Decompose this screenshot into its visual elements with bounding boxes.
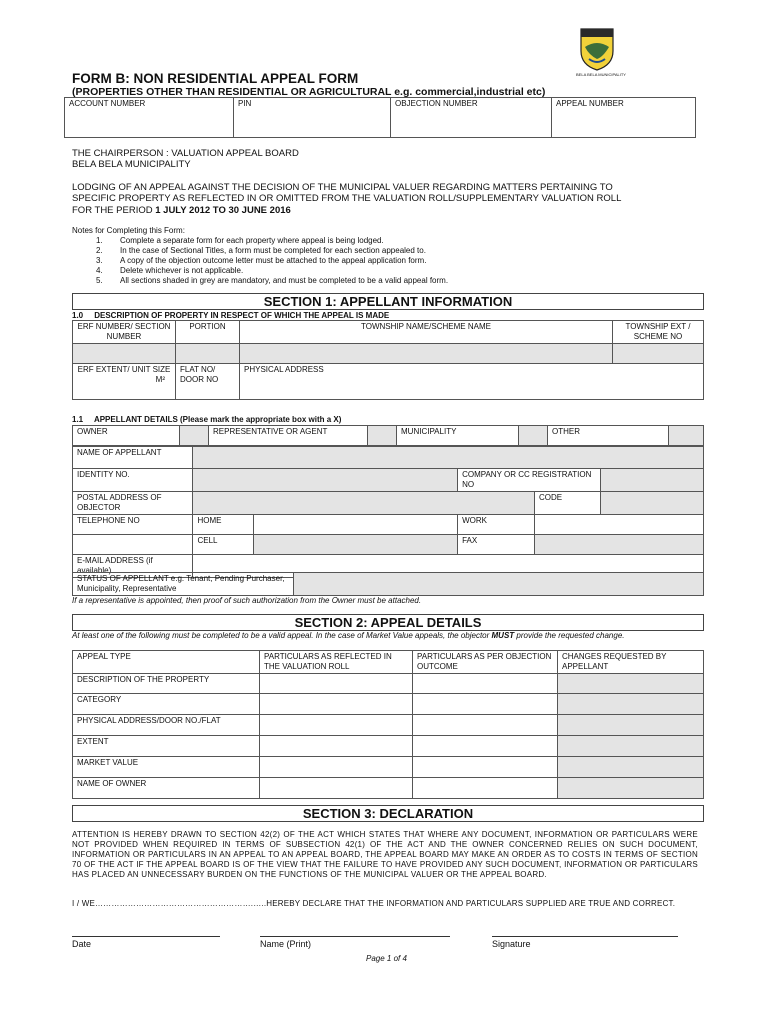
account-number-label: ACCOUNT NUMBER [69,99,146,108]
pin-cell[interactable] [234,98,391,138]
objection-outcome-label: PARTICULARS AS PER OBJECTION OUTCOME [417,652,552,671]
municipality-label-cell [397,426,519,446]
owner-label-cell [73,426,180,446]
date-line[interactable] [72,936,220,937]
appeal-type-header [73,651,260,674]
identity-no-label-cell [73,469,193,492]
date-label: Date [72,939,92,949]
valuation-roll-input[interactable] [260,757,413,778]
intro-part-a: At least one of the following must be completed to be a valid appeal. In the case of Market Value appeals, the objector [72,631,492,640]
reference-numbers-table [64,97,696,138]
note-number: 5. [96,276,103,285]
changes-requested-input[interactable] [558,757,704,778]
status-input[interactable] [294,573,704,596]
representative-note: If a representative is appointed, then proof of such authorization from the Owner must be attached. [72,596,422,605]
objection-outcome-input[interactable] [413,736,558,757]
addressee-line-2: BELA BELA MUNICIPALITY [72,159,191,170]
home-label-cell [193,515,253,535]
erf-extent-label: ERF EXTENT/ UNIT SIZE [77,365,171,374]
page-number: Page 1 of 4 [366,954,407,963]
note-text: Complete a separate form for each property where appeal is being lodged. [120,236,384,245]
postal-address-input[interactable] [193,492,535,515]
portion-header [176,321,240,344]
township-label: TOWNSHIP NAME/SCHEME NAME [361,322,491,331]
valuation-roll-label: PARTICULARS AS REFLECTED IN THE VALUATION ROLL [264,652,392,671]
changes-requested-input[interactable] [558,694,704,715]
note-number: 2. [96,246,103,255]
cell-label: CELL [197,536,218,545]
row-label: EXTENT [77,737,109,746]
lodging-period-prefix: FOR THE PERIOD [72,205,156,216]
section-3-title: SECTION 3: DECLARATION [72,805,704,822]
row-label: NAME OF OWNER [77,779,147,788]
note-text: Delete whichever is not applicable. [120,266,244,275]
objection-number-cell[interactable] [391,98,552,138]
valuation-roll-header [260,651,413,674]
lodging-period: 1 JULY 2012 TO 30 JUNE 2016 [155,205,291,216]
other-label-cell [548,426,669,446]
changes-requested-input[interactable] [558,674,704,694]
postal-address-label: POSTAL ADDRESS OF OBJECTOR [77,493,162,512]
property-description-heading: 1.0 DESCRIPTION OF PROPERTY IN RESPECT OF WHICH THE APPEAL IS MADE [72,311,390,320]
portion-input[interactable] [176,344,240,364]
row-label: MARKET VALUE [77,758,139,767]
work-label-cell [458,515,535,535]
township-ext-label: TOWNSHIP EXT / SCHEME NO [625,322,691,341]
intro-must: MUST [491,631,515,640]
name-of-appellant-input[interactable] [193,447,704,469]
note-item [96,246,448,256]
valuation-roll-input[interactable] [260,694,413,715]
property-description-table [72,320,704,400]
portion-label: PORTION [189,322,226,331]
code-label: CODE [539,493,563,502]
appellant-details-table [72,446,704,578]
lodging-line-1: LODGING OF AN APPEAL AGAINST THE DECISION OF THE MUNICIPAL VALUER REGARDING MATTERS PERTAINING TO [72,182,613,193]
municipal-logo [575,25,619,71]
owner-label: OWNER [77,427,108,436]
table-row [73,736,704,757]
note-item [96,236,448,246]
changes-requested-input[interactable] [558,715,704,736]
changes-requested-input[interactable] [558,736,704,757]
note-number: 1. [96,236,103,245]
table-row [73,757,704,778]
valuation-roll-input[interactable] [260,778,413,799]
representative-label-cell [209,426,368,446]
home-label: HOME [197,516,222,525]
township-ext-input[interactable] [613,344,704,364]
fax-label-cell [458,535,535,555]
section-2-title: SECTION 2: APPEAL DETAILS [72,614,704,631]
flat-no-header [176,364,240,400]
postal-address-label-cell [73,492,193,515]
company-reg-input[interactable] [601,469,704,492]
township-header [240,321,613,344]
flat-no-label: FLAT NO/ DOOR NO [180,365,219,384]
objection-outcome-input[interactable] [413,715,558,736]
municipality-label: MUNICIPALITY [401,427,457,436]
section-2-intro [72,631,672,641]
identity-no-input[interactable] [193,469,458,492]
township-input[interactable] [240,344,613,364]
appellant-type-table [72,425,704,446]
valuation-roll-input[interactable] [260,674,413,694]
identity-no-label: IDENTITY NO. [77,470,130,479]
municipality-checkbox[interactable] [519,426,548,446]
row-label: DESCRIPTION OF THE PROPERTY [77,675,210,684]
signature-label: Signature [492,939,531,949]
email-label: E-MAIL ADDRESS (if available) [77,556,153,575]
company-reg-label-cell [458,469,601,492]
name-label: Name (Print) [260,939,312,949]
signature-line[interactable] [492,936,678,937]
changes-requested-input[interactable] [558,778,704,799]
note-item [96,276,448,286]
objection-outcome-input[interactable] [413,757,558,778]
changes-requested-label: CHANGES REQUESTED BY APPELLANT [562,652,667,671]
m2-unit: M² [155,375,165,384]
erf-number-header [73,321,176,344]
note-text: A copy of the objection outcome letter must be attached to the appeal application form. [120,256,427,265]
appeal-number-label: APPEAL NUMBER [556,99,624,108]
telephone-label: TELEPHONE NO [77,516,140,525]
other-label: OTHER [552,427,580,436]
telephone-blank-cell [73,535,193,555]
erf-number-input[interactable] [73,344,176,364]
code-label-cell [535,492,601,515]
declaration-statement: I / WE………………………………………………….…..HEREBY DECLARE THAT THE INFORMATION AND PARTICULARS SUPPLIED ARE TRUE AND CORRECT. [72,899,676,908]
physical-address-label: PHYSICAL ADDRESS [244,365,324,374]
form-subtitle: (PROPERTIES OTHER THAN RESIDENTIAL OR AGRICULTURAL e.g. commercial,industrial etc) [72,86,546,98]
fax-label: FAX [462,536,478,545]
home-phone-input[interactable] [253,515,457,535]
table-row [73,778,704,799]
representative-checkbox[interactable] [368,426,397,446]
cell-phone-input[interactable] [253,535,457,555]
table-row [73,694,704,715]
notes-list [96,236,448,286]
fax-input[interactable] [535,535,704,555]
erf-extent-cell[interactable] [73,364,176,400]
telephone-label-cell [73,515,193,535]
valuation-roll-input[interactable] [260,715,413,736]
name-of-appellant-label: NAME OF APPELLANT [77,448,162,457]
lodging-line-2: SPECIFIC PROPERTY AS REFLECTED IN OR OMITTED FROM THE VALUATION ROLL/SUPPLEMENTARY VALUATION ROLL [72,193,622,204]
note-number: 4. [96,266,103,275]
note-number: 3. [96,256,103,265]
cell-label-cell [193,535,253,555]
form-title: FORM B: NON RESIDENTIAL APPEAL FORM [72,71,359,86]
company-reg-label: COMPANY OR CC REGISTRATION NO [462,470,592,489]
declaration-attention: ATTENTION IS HEREBY DRAWN TO SECTION 42(2) OF THE ACT WHICH STATES THAT WHERE ANY DOCUMENT, INFORMATION OR PARTICULARS WERE NOT PROVIDED WHEN REQUIRED IN TERMS OF SUBSECTION 42(1) OF THE ACT AND THE OWNER CONCERNED RELIES ON SUCH DOCUMENT, INFORMATION OR PARTICULARS IN AN APPEAL TO AN APPEAL BOARD, THE APPEAL BOARD MAY MAKE AN ORDER AS TO COSTS IN TERMS OF SECTION 70 OF THE ACT IF THE APPEAL BOARD IS OF THE VIEW THAT THE FAILURE TO HAVE PROVIDED ANY SUCH DOCUMENT, INFORMATION OR PARTICULARS HAS PLACED AN UNNECESSARY BURDEN ON THE FUNCTIONS OF THE MUNICIPAL VALUER OR THE APPEAL BOARD. [72,830,698,879]
note-text: All sections shaded in grey are mandatory, and must be completed to be a valid appeal form. [120,276,449,285]
status-label: STATUS OF APPELLANT e.g. Tenant, Pending Purchaser, Municipality, Representative [77,574,285,593]
physical-address-cell[interactable] [240,364,704,400]
section-1-title: SECTION 1: APPELLANT INFORMATION [72,293,704,310]
name-line[interactable] [260,936,450,937]
objection-outcome-input[interactable] [413,694,558,715]
appeal-number-cell[interactable] [552,98,696,138]
status-label-cell [73,573,294,596]
row-label: PHYSICAL ADDRESS/DOOR NO./FLAT [77,716,221,725]
lodging-line-3 [72,205,291,216]
code-input[interactable] [601,492,704,515]
work-phone-input[interactable] [535,515,704,535]
township-ext-header [613,321,704,344]
notes-title: Notes for Completing this Form: [72,226,185,235]
note-text: In the case of Sectional Titles, a form must be completed for each section appealed to. [120,246,426,255]
note-item [96,266,448,276]
appeal-details-table [72,650,704,799]
objection-outcome-header [413,651,558,674]
valuation-roll-input[interactable] [260,736,413,757]
appeal-type-label: APPEAL TYPE [77,652,131,661]
logo-caption: BELA BELA MUNICIPALITY [576,72,626,77]
note-item [96,256,448,266]
table-row [73,715,704,736]
appellant-details-heading: 1.1 APPELLANT DETAILS (Please mark the appropriate box with a X) [72,415,342,424]
status-table [72,572,704,596]
other-checkbox[interactable] [669,426,704,446]
addressee-line-1: THE CHAIRPERSON : VALUATION APPEAL BOARD [72,148,299,159]
intro-part-c: provide the requested change. [514,631,625,640]
account-number-cell[interactable] [65,98,234,138]
name-of-appellant-label-cell [73,447,193,469]
erf-number-label: ERF NUMBER/ SECTION NUMBER [77,322,171,341]
objection-outcome-input[interactable] [413,674,558,694]
work-label: WORK [462,516,487,525]
changes-requested-header [558,651,704,674]
representative-label: REPRESENTATIVE OR AGENT [213,427,328,436]
table-row [73,674,704,694]
owner-checkbox[interactable] [180,426,209,446]
objection-outcome-input[interactable] [413,778,558,799]
row-label: CATEGORY [77,695,122,704]
pin-label: PIN [238,99,252,108]
objection-number-label: OBJECTION NUMBER [395,99,478,108]
